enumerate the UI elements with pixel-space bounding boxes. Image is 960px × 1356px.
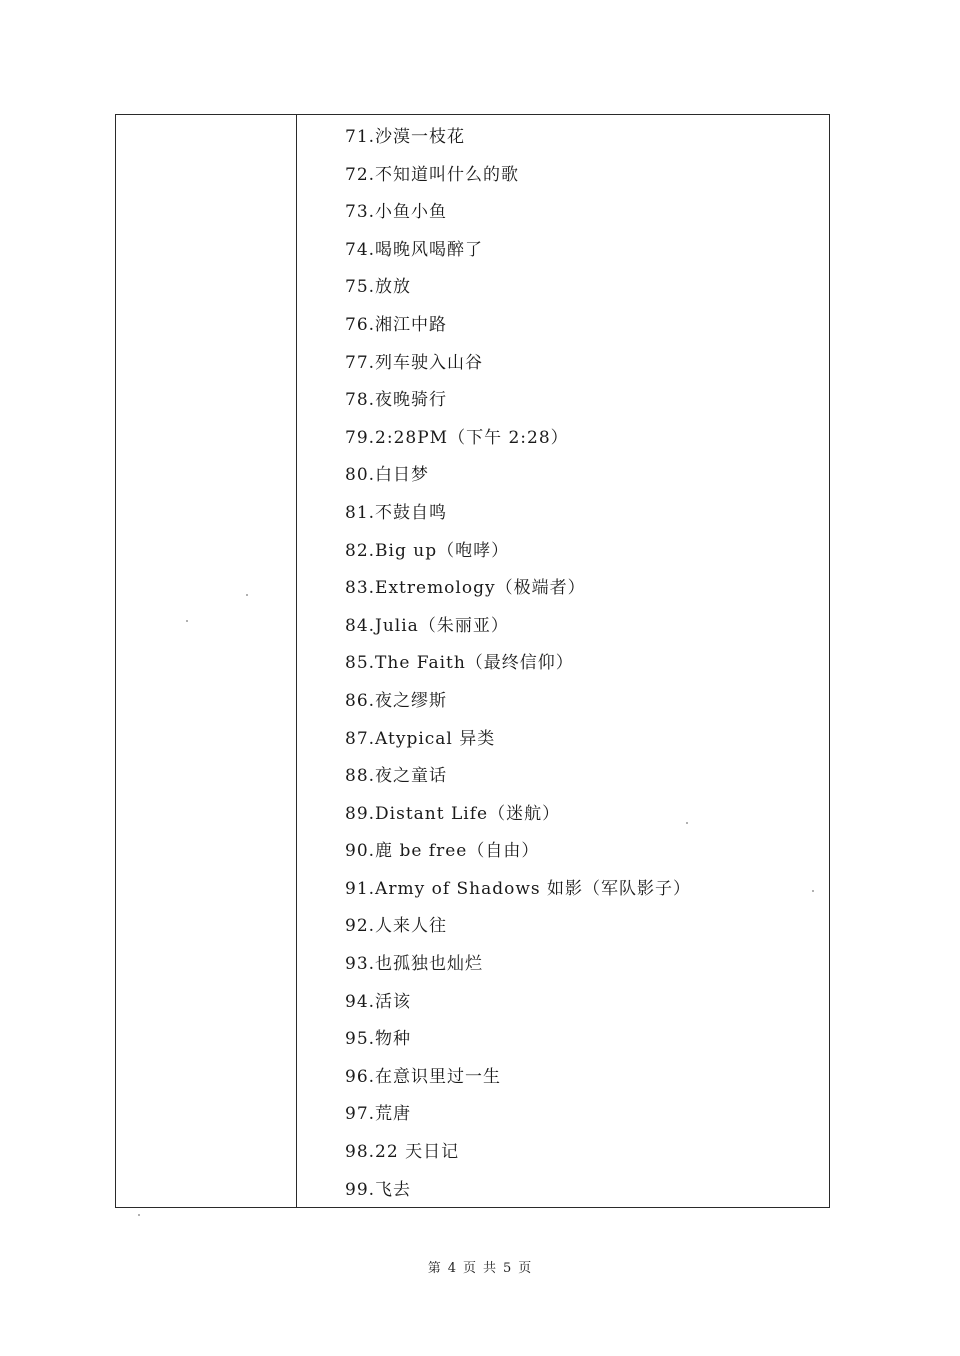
item-number: 84. xyxy=(345,615,376,636)
item-title: 湘江中路 xyxy=(375,314,448,335)
item-title: 也孤独也灿烂 xyxy=(375,954,484,975)
footer-page-unit: 页 xyxy=(462,1261,477,1276)
item-number: 72. xyxy=(345,164,376,185)
item-title: 夜晚骑行 xyxy=(375,390,448,411)
list-item xyxy=(345,495,819,533)
item-title: Distant Life（迷航） xyxy=(375,803,561,824)
item-number: 78. xyxy=(345,390,376,411)
footer-total-label: 共 xyxy=(483,1261,498,1276)
item-title: 荒唐 xyxy=(375,1104,412,1125)
item-title: 在意识里过一生 xyxy=(375,1066,502,1087)
footer-suffix: 页 xyxy=(518,1261,533,1276)
list-item xyxy=(345,269,819,307)
item-title: Army of Shadows 如影（军队影子） xyxy=(375,878,692,899)
list-item xyxy=(345,1172,819,1210)
item-title: 22 天日记 xyxy=(375,1142,460,1163)
item-title: 白日梦 xyxy=(375,465,430,486)
item-title: 2:28PM（下午 2:28） xyxy=(375,427,569,448)
item-number: 81. xyxy=(345,502,376,523)
item-number: 90. xyxy=(345,841,376,862)
item-title: 不鼓自鸣 xyxy=(375,502,448,523)
item-number: 88. xyxy=(345,766,376,787)
list-item xyxy=(345,1134,819,1172)
list-item xyxy=(345,570,819,608)
item-number: 95. xyxy=(345,1029,376,1050)
list-item xyxy=(345,533,819,571)
list-item xyxy=(345,194,819,232)
item-title: Big up（咆哮） xyxy=(375,540,510,561)
item-number: 77. xyxy=(345,352,376,373)
item-number: 79. xyxy=(345,427,376,448)
item-title: Extremology（极端者） xyxy=(375,578,586,599)
list-item xyxy=(345,908,819,946)
list-item xyxy=(345,796,819,834)
item-title: 喝晚风喝醉了 xyxy=(375,239,484,260)
list-item xyxy=(345,232,819,270)
list-item xyxy=(345,119,819,157)
item-title: 夜之童话 xyxy=(375,766,448,787)
item-title: 鹿 be free（自由） xyxy=(375,841,540,862)
item-title: 活该 xyxy=(375,991,412,1012)
item-title: 人来人往 xyxy=(375,916,448,937)
item-title: 小鱼小鱼 xyxy=(375,202,448,223)
item-number: 71. xyxy=(345,127,376,147)
page-footer xyxy=(0,1257,960,1276)
item-number: 83. xyxy=(345,578,376,599)
item-number: 99. xyxy=(345,1179,376,1200)
item-number: 96. xyxy=(345,1066,376,1087)
item-number: 94. xyxy=(345,991,376,1012)
list-item xyxy=(345,382,819,420)
list-item xyxy=(345,345,819,383)
item-title: 飞去 xyxy=(375,1179,412,1200)
list-item xyxy=(345,457,819,495)
item-number: 91. xyxy=(345,878,376,899)
list-item xyxy=(345,157,819,195)
list-item xyxy=(345,871,819,909)
item-title: 放放 xyxy=(375,277,412,298)
list-item xyxy=(345,1096,819,1134)
list-item xyxy=(345,1021,819,1059)
scan-speck xyxy=(686,822,688,824)
item-number: 75. xyxy=(345,277,376,298)
item-title: 沙漠一枝花 xyxy=(375,127,466,147)
scan-speck xyxy=(246,594,248,596)
item-number: 98. xyxy=(345,1142,376,1163)
list-item xyxy=(345,608,819,646)
item-number: 89. xyxy=(345,803,376,824)
scan-speck xyxy=(138,1214,140,1216)
item-number: 73. xyxy=(345,202,376,223)
item-number: 76. xyxy=(345,314,376,335)
song-list xyxy=(345,119,819,1209)
item-title: 列车驶入山谷 xyxy=(375,352,484,373)
item-number: 87. xyxy=(345,728,376,749)
table-right-cell xyxy=(297,115,829,1207)
list-item xyxy=(345,645,819,683)
item-title: Atypical 异类 xyxy=(375,728,496,749)
list-item xyxy=(345,946,819,984)
item-number: 85. xyxy=(345,653,376,674)
list-item xyxy=(345,833,819,871)
footer-total-pages: 5 xyxy=(503,1261,513,1276)
item-number: 86. xyxy=(345,690,376,711)
list-item xyxy=(345,758,819,796)
list-item xyxy=(345,984,819,1022)
list-item xyxy=(345,1059,819,1097)
item-title: 夜之缪斯 xyxy=(375,690,448,711)
item-title: 物种 xyxy=(375,1029,412,1050)
item-title: Julia（朱丽亚） xyxy=(375,615,509,636)
list-item xyxy=(345,683,819,721)
list-item xyxy=(345,721,819,759)
item-title: 不知道叫什么的歌 xyxy=(375,164,520,185)
item-number: 80. xyxy=(345,465,376,486)
content-table xyxy=(115,114,830,1208)
footer-prefix: 第 xyxy=(427,1261,442,1276)
item-number: 97. xyxy=(345,1104,376,1125)
scan-speck xyxy=(186,620,188,622)
table-left-cell xyxy=(116,115,297,1207)
item-title: The Faith（最终信仰） xyxy=(375,653,574,674)
footer-current-page: 4 xyxy=(447,1261,457,1276)
item-number: 93. xyxy=(345,954,376,975)
list-item xyxy=(345,307,819,345)
item-number: 92. xyxy=(345,916,376,937)
item-number: 74. xyxy=(345,239,376,260)
list-item xyxy=(345,420,819,458)
scan-speck xyxy=(812,890,814,892)
item-number: 82. xyxy=(345,540,376,561)
